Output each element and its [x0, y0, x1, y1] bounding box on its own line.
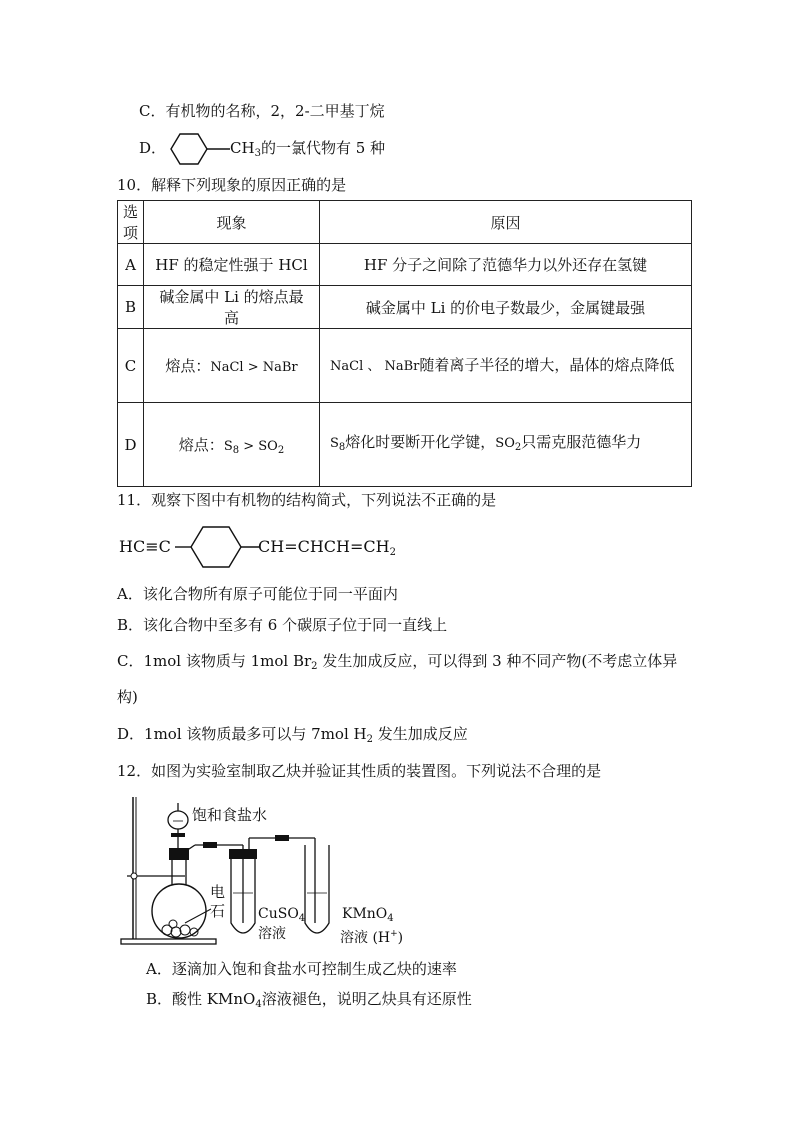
- structure-left: HC≡C: [119, 537, 171, 556]
- q11-option-c-continued: 构): [117, 688, 138, 706]
- cuso4-formula: CuSO: [258, 906, 299, 922]
- q9-option-d: [139, 138, 166, 158]
- q11-option-c-text-2: 发生加成反应，可以得到 3 种不同产物(不考虑立体异: [317, 652, 678, 670]
- melting-point-label: 熔点：: [165, 357, 211, 375]
- kmno4-solution-text: 溶液 (H: [340, 930, 391, 946]
- q12-option-a: A．逐滴加入饱和食盐水可控制生成乙炔的速率: [146, 960, 457, 978]
- row-phenomenon: HF 的稳定性强于 HCl: [144, 244, 320, 286]
- q12-option-b-text-1: B．酸性 KMnO: [146, 990, 256, 1008]
- row-phenomenon: 碱金属中 Li 的熔点最高: [144, 286, 320, 329]
- h-plus-superscript: +: [390, 929, 398, 939]
- melting-point-label: 熔点：: [178, 435, 224, 454]
- ch3-subscript: 3: [254, 148, 261, 159]
- q9-option-d-suffix: 的一氯代物有 5 种: [260, 139, 386, 157]
- melting-point-formula: $S_8 > SO_2$: [223, 438, 285, 456]
- q12-option-b: [146, 989, 472, 1015]
- label-carbide-2: 石: [210, 902, 226, 920]
- h2-subscript: 2: [366, 734, 373, 745]
- structure-right: [258, 537, 396, 563]
- label-cuso4-solution: 溶液: [258, 926, 286, 942]
- benzene-ring-icon: [175, 522, 265, 572]
- q12-stem: 12．如图为实验室制取乙炔并验证其性质的装置图。下列说法不合理的是: [117, 762, 602, 780]
- q11-option-a: A．该化合物所有原子可能位于同一平面内: [117, 585, 398, 603]
- q11-option-c-text-1: C．1mol 该物质与 1mol Br: [117, 652, 312, 670]
- q10-stem: 10．解释下列现象的原因正确的是: [117, 176, 347, 194]
- table-header-row: [118, 201, 692, 244]
- row-phenomenon: [144, 329, 320, 403]
- kmno4-option-subscript: 4: [255, 999, 262, 1010]
- row-option: B: [118, 286, 144, 329]
- q11-option-c: [117, 651, 677, 677]
- q11-stem: 11．观察下图中有机物的结构简式，下列说法不正确的是: [117, 491, 497, 509]
- kmno4-solution-close: ): [397, 930, 404, 946]
- br2-subscript: 2: [311, 661, 318, 672]
- so2-formula: $SO_2$: [495, 435, 522, 453]
- row-reason: [320, 403, 692, 487]
- q9-option-c: C．有机物的名称，2，2-二甲基丁烷: [139, 102, 385, 120]
- melting-point-formula: NaCl > NaBr: [210, 360, 298, 375]
- row-phenomenon: [144, 403, 320, 487]
- label-saturated-saltwater: 饱和食盐水: [192, 806, 268, 824]
- label-kmno4-solution: [340, 924, 403, 948]
- q9-option-d-label: D．: [139, 139, 167, 157]
- row-option: D: [118, 403, 144, 487]
- header-option: 选项: [118, 201, 144, 244]
- row-reason: [320, 329, 692, 403]
- row-reason: 碱金属中 Li 的价电子数最少，金属键最强: [320, 286, 692, 329]
- table-row: [118, 286, 692, 329]
- kmno4-subscript: 4: [387, 913, 394, 924]
- q12-option-b-text-2: 溶液褪色，说明乙炔具有还原性: [261, 990, 472, 1008]
- salt-formulas: NaCl 、 NaBr: [330, 358, 420, 374]
- table-row: [118, 329, 692, 403]
- vinyl-chain: CH=CHCH=CH: [258, 537, 390, 556]
- q11-option-b: B．该化合物中至多有 6 个碳原子位于同一直线上: [117, 616, 448, 634]
- row-reason-text-2: 只需克服范德华力: [521, 432, 642, 451]
- table-row: [118, 403, 692, 487]
- ch3-formula: CH: [230, 139, 255, 157]
- row-option: A: [118, 244, 144, 286]
- vinyl-chain-subscript: 2: [389, 547, 396, 558]
- kmno4-formula: KMnO: [342, 906, 388, 922]
- label-carbide-1: 电: [210, 883, 226, 901]
- q9-option-d-text: [230, 138, 385, 164]
- q11-option-d-text-2: 发生加成反应: [372, 725, 468, 743]
- row-reason-text: 随着离子半径的增大，晶体的熔点降低: [419, 355, 675, 374]
- cuso4-subscript: 4: [298, 913, 306, 924]
- row-reason-text-1: 熔化时要断开化学键，: [345, 432, 496, 451]
- row-reason: HF 分子之间除了范德华力以外还存在氢键: [320, 244, 692, 286]
- q11-option-d-text-1: D．1mol 该物质最多可以与 7mol H: [117, 725, 367, 743]
- s8-formula: $S_8$: [330, 435, 346, 453]
- q10-table: [117, 200, 692, 487]
- header-reason: 原因: [320, 201, 692, 244]
- row-option: C: [118, 329, 144, 403]
- cyclohexane-ring-icon: [168, 130, 238, 168]
- table-row: [118, 244, 692, 286]
- header-phenomenon: 现象: [144, 201, 320, 244]
- q11-option-d: [117, 724, 468, 750]
